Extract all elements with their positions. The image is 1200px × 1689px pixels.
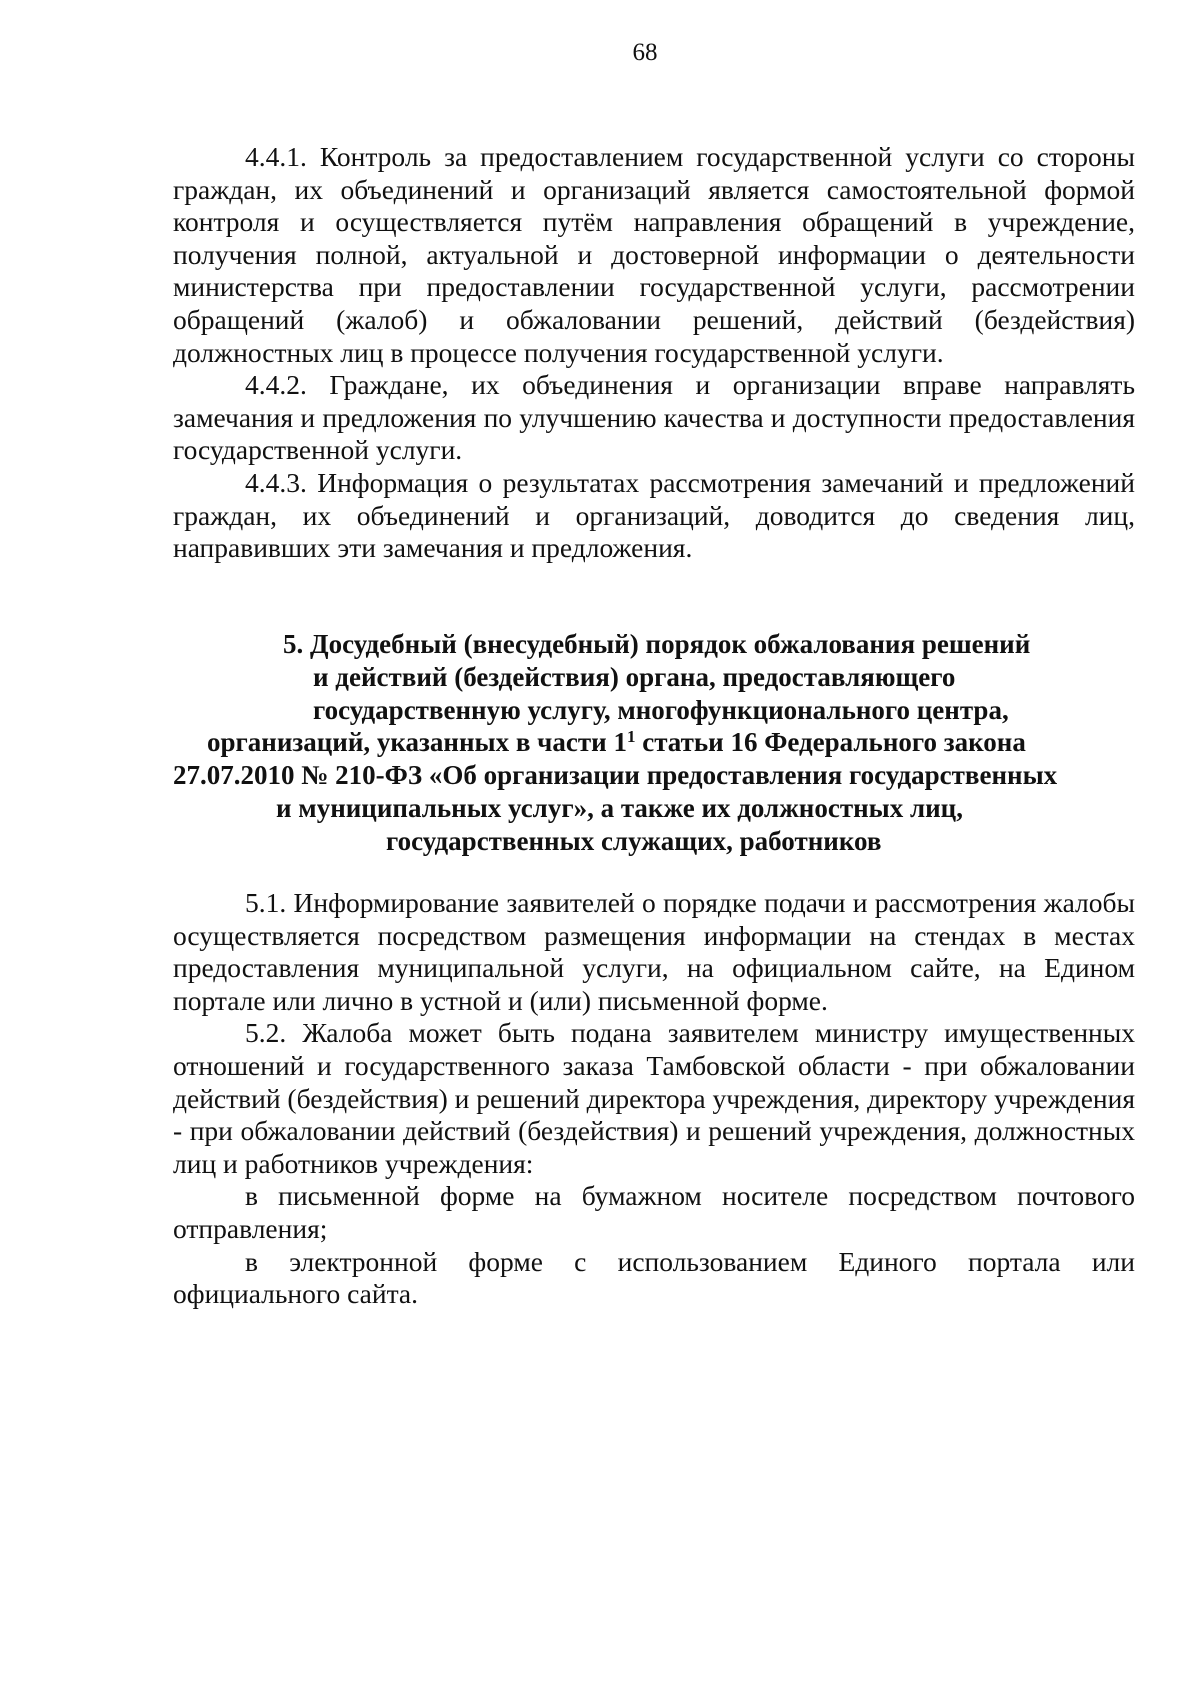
paragraph-5-1: 5.1. Информирование заявителей о порядке подачи и рассмотрения жалобы осуществляется посредством размещения информации на стендах в местах предоставления муниципальной услуги, на официальном сайте, на Едином портале или лично в устной и (или) письменной форме. bbox=[173, 887, 1135, 1016]
heading-line-2: и действий (бездействия) органа, предоставляющего bbox=[313, 661, 956, 692]
heading-line-5: 27.07.2010 № 210-ФЗ «Об организации предоставления государственных bbox=[173, 760, 1058, 791]
paragraph-5-2-electronic: в электронной форме с использованием Единого портала или официального сайта. bbox=[173, 1245, 1135, 1310]
heading-line-1: 5. Досудебный (внесудебный) порядок обжалования решений bbox=[283, 629, 1031, 659]
heading-line-3: государственную услугу, многофункционального центра, bbox=[313, 694, 1009, 725]
paragraph-4-4-3: 4.4.3. Информация о результатах рассмотрения замечаний и предложений граждан, их объединений и организаций, доводится до сведения лиц, направивших эти замечания и предложения. bbox=[173, 466, 1135, 564]
paragraph-4-4-2: 4.4.2. Граждане, их объединения и организации вправе направлять замечания и предложения по улучшению качества и доступности предоставления государственной услуги. bbox=[173, 369, 1135, 466]
section-4-4-body bbox=[173, 141, 1135, 565]
heading-line-4-start: организаций, указанных в части 1 bbox=[207, 727, 627, 758]
page-number: 68 bbox=[632, 39, 658, 66]
paragraph-5-2-paper: в письменной форме на бумажном носителе посредством почтового отправления; bbox=[173, 1180, 1135, 1244]
heading-line-7: государственных служащих, работников bbox=[386, 825, 882, 856]
paragraph-5-2: 5.2. Жалоба может быть подана заявителем министру имущественных отношений и государственного заказа Тамбовской области - при обжаловании действий (бездействия) и решений директора учреждения, директору учреждения - при обжаловании действий (бездействия) и решений учреждения, должностных лиц и работников учреждения: bbox=[173, 1017, 1135, 1179]
heading-superscript: 1 bbox=[626, 727, 636, 747]
heading-line-6: и муниципальных услуг», а также их должностных лиц, bbox=[276, 792, 963, 823]
heading-line-4-end: статьи 16 Федерального закона bbox=[635, 727, 1026, 758]
paragraph-4-4-1: 4.4.1. Контроль за предоставлением государственной услуги со стороны граждан, их объединений и организаций является самостоятельной формой контроля и осуществляется путём направления обращений в учреждение, получения полной, актуальной и достоверной информации о деятельности министерства при предоставлении государственной услуги, рассмотрении обращений (жалоб) и обжаловании решений, действий (бездействия) должностных лиц в процессе получения государственной услуги. bbox=[173, 141, 1135, 368]
section-5-body bbox=[173, 887, 1135, 1311]
heading-line-4 bbox=[160, 726, 1150, 759]
section-5-heading bbox=[160, 628, 1150, 858]
